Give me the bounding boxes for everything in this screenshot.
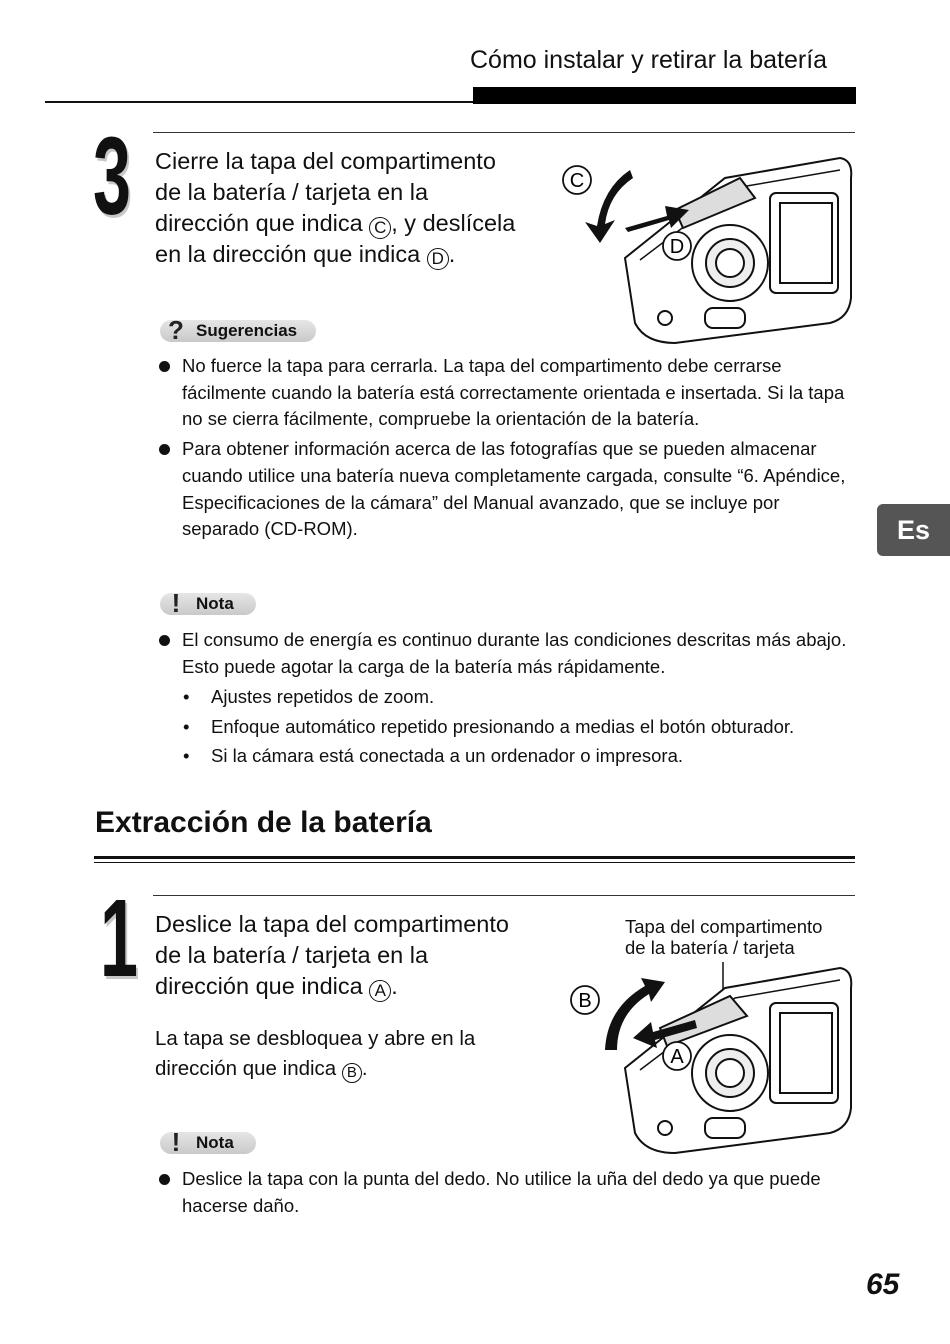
step1-line-2: de la batería / tarjeta en la	[155, 942, 429, 968]
step-number-1: 1	[100, 877, 138, 1000]
step3-rule	[153, 132, 855, 133]
section-rule-thin	[94, 862, 855, 863]
marker-b: B	[342, 1063, 362, 1083]
list-item: Para obtener información acerca de las fotografías que se pueden almacenar cuando utilice una batería nueva completamente cargada, consulte “6. Apéndice, Especificaciones de la cámara” del Manual avanzado, que se incluye por separado (CD-ROM).	[155, 436, 855, 543]
question-icon: ?	[168, 315, 184, 345]
section-rule	[94, 856, 855, 859]
tips-label-text: Sugerencias	[196, 321, 298, 340]
sub-item: • Ajustes repetidos de zoom.	[181, 682, 861, 712]
step3-line-1: Cierre la tapa del compartimento	[155, 148, 496, 174]
figure-marker-c: C	[569, 170, 585, 192]
figure-label-line-1: Tapa del compartimento	[625, 916, 823, 937]
list-item: El consumo de energía es continuo durante las condiciones descritas más abajo. Esto puede agotar la carga de la batería más rápidamente.	[155, 627, 855, 680]
figure-marker-a: A	[670, 1046, 684, 1068]
step3-instruction	[155, 146, 555, 270]
step3-line-2: de la batería / tarjeta en la	[155, 179, 429, 205]
figure-label	[625, 916, 822, 958]
note1-list	[155, 627, 855, 680]
step1-line-1: Deslice la tapa del compartimento	[155, 911, 509, 937]
note1-subitems	[181, 682, 861, 771]
figure-marker-b: B	[578, 990, 592, 1012]
tips-list	[155, 353, 855, 543]
step3-line-3: dirección que indica C , y deslícela	[155, 210, 516, 237]
step1-rule	[153, 895, 855, 896]
note-label-text: Nota	[196, 1133, 234, 1152]
marker-d: D	[427, 248, 449, 270]
page-number: 65	[866, 1268, 900, 1301]
marker-a: A	[369, 980, 391, 1002]
exclamation-icon: !	[171, 1127, 181, 1157]
list-item: Deslice la tapa con la punta del dedo. No utilice la uña del dedo ya que puede hacerse daño.	[155, 1166, 845, 1219]
step1-para-line-2: dirección que indica B .	[155, 1057, 368, 1081]
step1-paragraph	[155, 1024, 565, 1084]
figure-marker-d: D	[669, 236, 685, 258]
note2-list	[155, 1166, 845, 1219]
tips-label	[160, 315, 316, 345]
marker-c: C	[369, 217, 391, 239]
step1-para-line-1: La tapa se desbloquea y abre en la	[155, 1027, 476, 1050]
running-header: Cómo instalar y retirar la batería	[470, 46, 828, 74]
note-label	[160, 1127, 256, 1157]
step-number-3: 3	[93, 115, 131, 238]
section-title: Extracción de la batería	[95, 806, 432, 839]
sub-item: • Enfoque automático repetido presionando a medias el botón obturador.	[181, 712, 861, 742]
language-tab: Es	[877, 504, 950, 556]
step1-instruction	[155, 909, 565, 1002]
note-label	[160, 588, 256, 618]
header-bar	[473, 87, 856, 104]
step3-line-4: en la dirección que indica D .	[155, 241, 456, 268]
exclamation-icon: !	[171, 588, 181, 618]
sub-item: • Si la cámara está conectada a un ordenador o impresora.	[181, 741, 861, 771]
note-label-text: Nota	[196, 594, 234, 613]
step1-line-3: dirección que indica A .	[155, 973, 398, 1000]
camera-open-illustration	[555, 958, 860, 1158]
list-item: No fuerce la tapa para cerrarla. La tapa del compartimento debe cerrarse fácilmente cuando la batería está correctamente orientada e insertada. Si la tapa no se cierra fácilmente, compruebe la orientación de la batería.	[155, 353, 855, 433]
camera-close-illustration	[555, 148, 860, 348]
figure-label-line-2: de la batería / tarjeta	[625, 937, 795, 958]
